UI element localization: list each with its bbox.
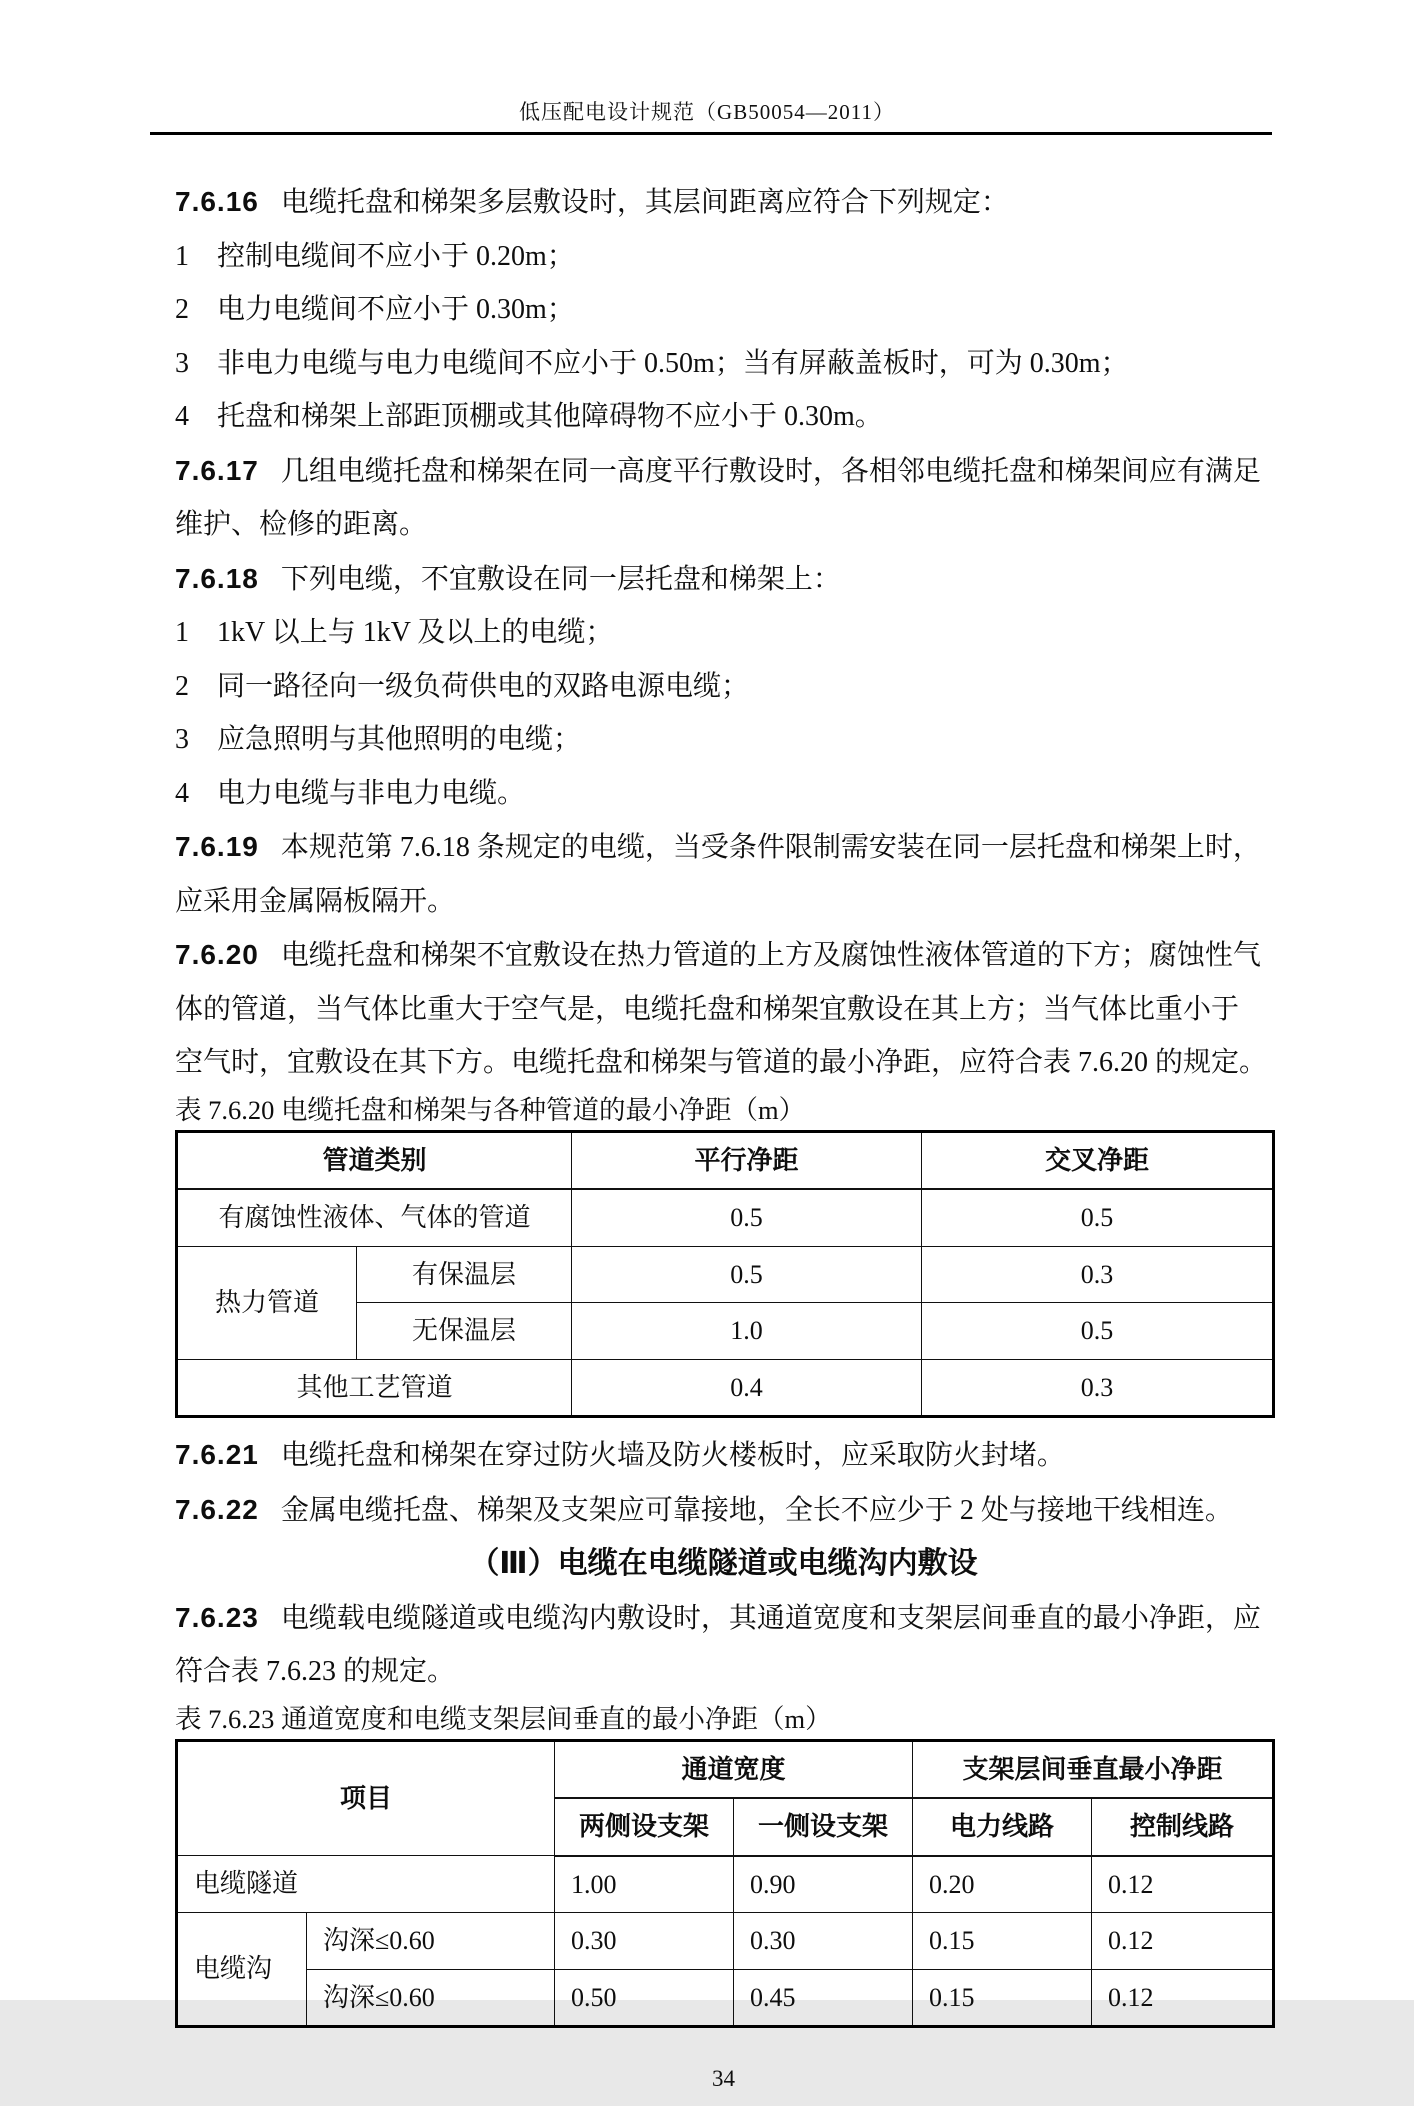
table-row xyxy=(177,1913,1274,1970)
table-header-row xyxy=(177,1131,1274,1189)
cell-item-sub: 沟深≤0.60 xyxy=(307,1969,555,2027)
cell-value: 0.12 xyxy=(1092,1913,1274,1970)
clause-7-6-23-continued: 符合表 7.6.23 的规定。 xyxy=(175,1656,456,1687)
clause-text: 本规范第 7.6.18 条规定的电缆，当受条件限制需安装在同一层托盘和梯架上时， xyxy=(280,832,1261,863)
clause-text: 电缆托盘和梯架在穿过防火墙及防火楼板时，应采取防火封堵。 xyxy=(280,1440,1065,1471)
cell-value: 0.50 xyxy=(555,1969,734,2027)
clause-text: 电缆托盘和梯架不宜敷设在热力管道的上方及腐蚀性液体管道的下方；腐蚀性气 xyxy=(280,940,1261,971)
clause-text: 电缆载电缆隧道或电缆沟内敷设时，其通道宽度和支架层间垂直的最小净距，应 xyxy=(280,1602,1261,1634)
column-header-both-sides: 两侧设支架 xyxy=(555,1798,734,1856)
cell-parallel-value: 0.5 xyxy=(572,1246,922,1303)
column-header-pipe-category: 管道类别 xyxy=(177,1131,572,1189)
cell-value: 1.00 xyxy=(555,1856,734,1913)
clause-number: 7.6.17 xyxy=(175,454,259,486)
cell-value: 0.12 xyxy=(1092,1856,1274,1913)
running-header-title: 低压配电设计规范（GB50054—2011） xyxy=(519,100,895,124)
clause-7-6-21 xyxy=(175,1428,1272,1483)
column-header-control-lines: 控制线路 xyxy=(1092,1798,1274,1856)
cell-cross-value: 0.5 xyxy=(922,1189,1274,1246)
clause-7-6-18 xyxy=(175,552,1272,607)
clause-number: 7.6.18 xyxy=(175,562,259,594)
cell-cross-value: 0.3 xyxy=(922,1359,1274,1417)
cell-parallel-value: 1.0 xyxy=(572,1303,922,1360)
cell-category: 其他工艺管道 xyxy=(177,1359,572,1417)
list-item: 1 控制电缆间不应小于 0.20m； xyxy=(175,240,575,272)
cell-category-sub: 无保温层 xyxy=(357,1303,572,1360)
cell-parallel-value: 0.5 xyxy=(572,1189,922,1246)
list-item: 2 电力电缆间不应小于 0.30m； xyxy=(175,294,575,325)
cell-value: 0.30 xyxy=(734,1913,913,1970)
cell-cross-value: 0.5 xyxy=(922,1303,1274,1360)
cell-item: 电缆隧道 xyxy=(177,1856,555,1913)
table-row xyxy=(177,1189,1274,1246)
list-item: 3 应急照明与其他照明的电缆； xyxy=(175,724,582,755)
table-7-6-23-caption: 表 7.6.23 通道宽度和电缆支架层间垂直的最小净距（m） xyxy=(175,1703,832,1734)
clause-7-6-17 xyxy=(175,444,1272,499)
list-item: 1 1kV 以上与 1kV 及以上的电缆； xyxy=(175,617,614,648)
table-row xyxy=(177,1856,1274,1913)
list-item: 4 电力电缆与非电力电缆。 xyxy=(175,777,526,809)
cell-value: 0.30 xyxy=(555,1913,734,1970)
table-row xyxy=(177,1359,1274,1417)
table-row xyxy=(177,1246,1274,1303)
cell-parallel-value: 0.4 xyxy=(572,1359,922,1417)
clause-7-6-20-continued: 体的管道，当气体比重大于空气是，电缆托盘和梯架宜敷设在其上方；当气体比重小于 xyxy=(175,993,1240,1025)
column-header-power-lines: 电力线路 xyxy=(913,1798,1092,1856)
table-7-6-20-caption: 表 7.6.20 电缆托盘和梯架与各种管道的最小净距（m） xyxy=(175,1094,806,1125)
clause-number: 7.6.21 xyxy=(175,1439,259,1470)
clause-7-6-17-continued: 维护、检修的距离。 xyxy=(175,509,428,540)
clause-number: 7.6.22 xyxy=(175,1493,259,1525)
page-number: 34 xyxy=(712,2066,735,2091)
clause-7-6-19 xyxy=(175,820,1272,875)
column-header-item: 项目 xyxy=(177,1740,555,1856)
column-header-channel-width: 通道宽度 xyxy=(555,1740,913,1798)
clause-text: 金属电缆托盘、梯架及支架应可靠接地，全长不应少于 2 处与接地干线相连。 xyxy=(280,1494,1233,1526)
list-item: 2 同一路径向一级负荷供电的双路电源电缆； xyxy=(175,670,750,702)
cell-item-sub: 沟深≤0.60 xyxy=(307,1913,555,1970)
column-header-parallel-clearance: 平行净距 xyxy=(572,1131,922,1189)
clause-7-6-23 xyxy=(175,1591,1272,1646)
clause-text: 下列电缆，不宜敷设在同一层托盘和梯架上： xyxy=(280,563,841,595)
cell-category-group: 热力管道 xyxy=(177,1246,357,1359)
clause-7-6-19-continued: 应采用金属隔板隔开。 xyxy=(175,885,456,917)
cell-value: 0.20 xyxy=(913,1856,1092,1913)
cell-item-group: 电缆沟 xyxy=(177,1913,307,2027)
table-7-6-20 xyxy=(175,1130,1275,1419)
clause-number: 7.6.19 xyxy=(175,831,259,862)
cell-category-sub: 有保温层 xyxy=(357,1246,572,1303)
column-header-cross-clearance: 交叉净距 xyxy=(922,1131,1274,1189)
cell-value: 0.15 xyxy=(913,1913,1092,1970)
column-header-vertical-clearance: 支架层间垂直最小净距 xyxy=(913,1740,1274,1798)
table-header-row xyxy=(177,1740,1274,1798)
header-rule xyxy=(150,132,1272,135)
section-heading: （Ⅲ）电缆在电缆隧道或电缆沟内敷设 xyxy=(469,1547,978,1580)
cell-value: 0.12 xyxy=(1092,1969,1274,2027)
cell-value: 0.90 xyxy=(734,1856,913,1913)
cell-value: 0.15 xyxy=(913,1969,1092,2027)
clause-number: 7.6.20 xyxy=(175,939,259,970)
list-item: 3 非电力电缆与电力电缆间不应小于 0.50m；当有屏蔽盖板时，可为 0.30m； xyxy=(175,347,1129,379)
clause-7-6-16 xyxy=(175,175,1272,230)
clause-number: 7.6.23 xyxy=(175,1601,259,1633)
clause-number: 7.6.16 xyxy=(175,186,259,217)
clause-7-6-20-continued: 空气时，宜敷设在其下方。电缆托盘和梯架与管道的最小净距，应符合表 7.6.20 的规定。 xyxy=(175,1047,1268,1078)
column-header-one-side: 一侧设支架 xyxy=(734,1798,913,1856)
clause-text: 几组电缆托盘和梯架在同一高度平行敷设时，各相邻电缆托盘和梯架间应有满足 xyxy=(280,455,1261,487)
cell-cross-value: 0.3 xyxy=(922,1246,1274,1303)
clause-7-6-22 xyxy=(175,1483,1272,1538)
table-row xyxy=(177,1969,1274,2027)
clause-text: 电缆托盘和梯架多层敷设时，其层间距离应符合下列规定： xyxy=(280,187,1009,218)
cell-value: 0.45 xyxy=(734,1969,913,2027)
table-7-6-23 xyxy=(175,1739,1275,2029)
clause-7-6-20 xyxy=(175,928,1272,983)
list-item: 4 托盘和梯架上部距顶棚或其他障碍物不应小于 0.30m。 xyxy=(175,401,883,432)
cell-category: 有腐蚀性液体、气体的管道 xyxy=(177,1189,572,1246)
page-body xyxy=(175,175,1272,2106)
